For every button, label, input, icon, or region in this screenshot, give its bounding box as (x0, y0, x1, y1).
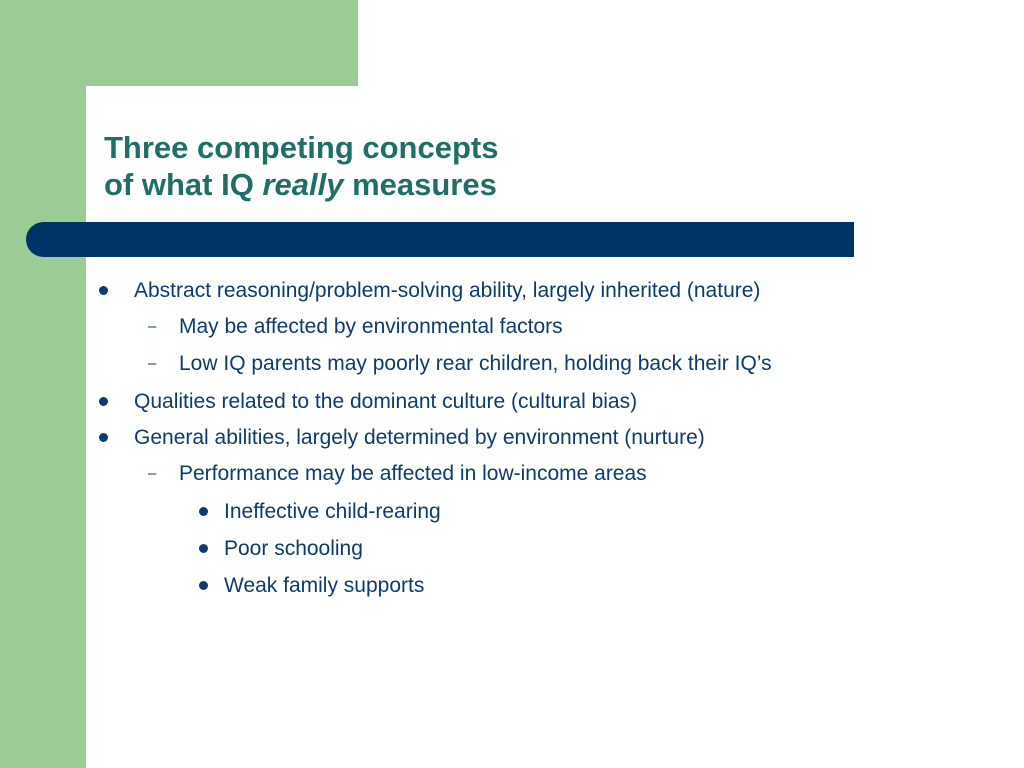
bullet-dot (99, 397, 108, 406)
sub-sub-bullet-dot (199, 544, 208, 553)
title-line-2-suffix: measures (343, 167, 497, 202)
bullet-text: Abstract reasoning/problem-solving ability, largely inherited (nature) (134, 279, 761, 302)
sub-bullet-text: May be affected by environmental factors (179, 315, 563, 338)
sub-bullet-text: Performance may be affected in low-income areas (179, 462, 647, 485)
sub-sub-bullet-text: Weak family supports (224, 574, 425, 597)
sub-sub-bullet-dot (199, 507, 208, 516)
bullet-text: Qualities related to the dominant culture (cultural bias) (134, 390, 638, 413)
sub-bullet-dash: – (148, 355, 157, 372)
title-line-2-prefix: of what IQ (104, 167, 263, 202)
title-line-1: Three competing concepts (104, 130, 499, 165)
bullet-text: General abilities, largely determined by environment (nurture) (134, 426, 705, 449)
title-emphasis: really (262, 167, 344, 202)
sub-sub-bullet-text: Ineffective child-rearing (224, 500, 441, 523)
sub-sub-bullet-dot (199, 581, 208, 590)
sub-bullet-dash: – (148, 465, 157, 482)
sub-bullet-text: Low IQ parents may poorly rear children, holding back their IQ’s (179, 352, 772, 375)
bullet-dot (99, 433, 108, 442)
bullet-dot (99, 286, 108, 295)
sub-bullet-dash: – (148, 318, 157, 335)
sub-sub-bullet-text: Poor schooling (224, 537, 363, 560)
